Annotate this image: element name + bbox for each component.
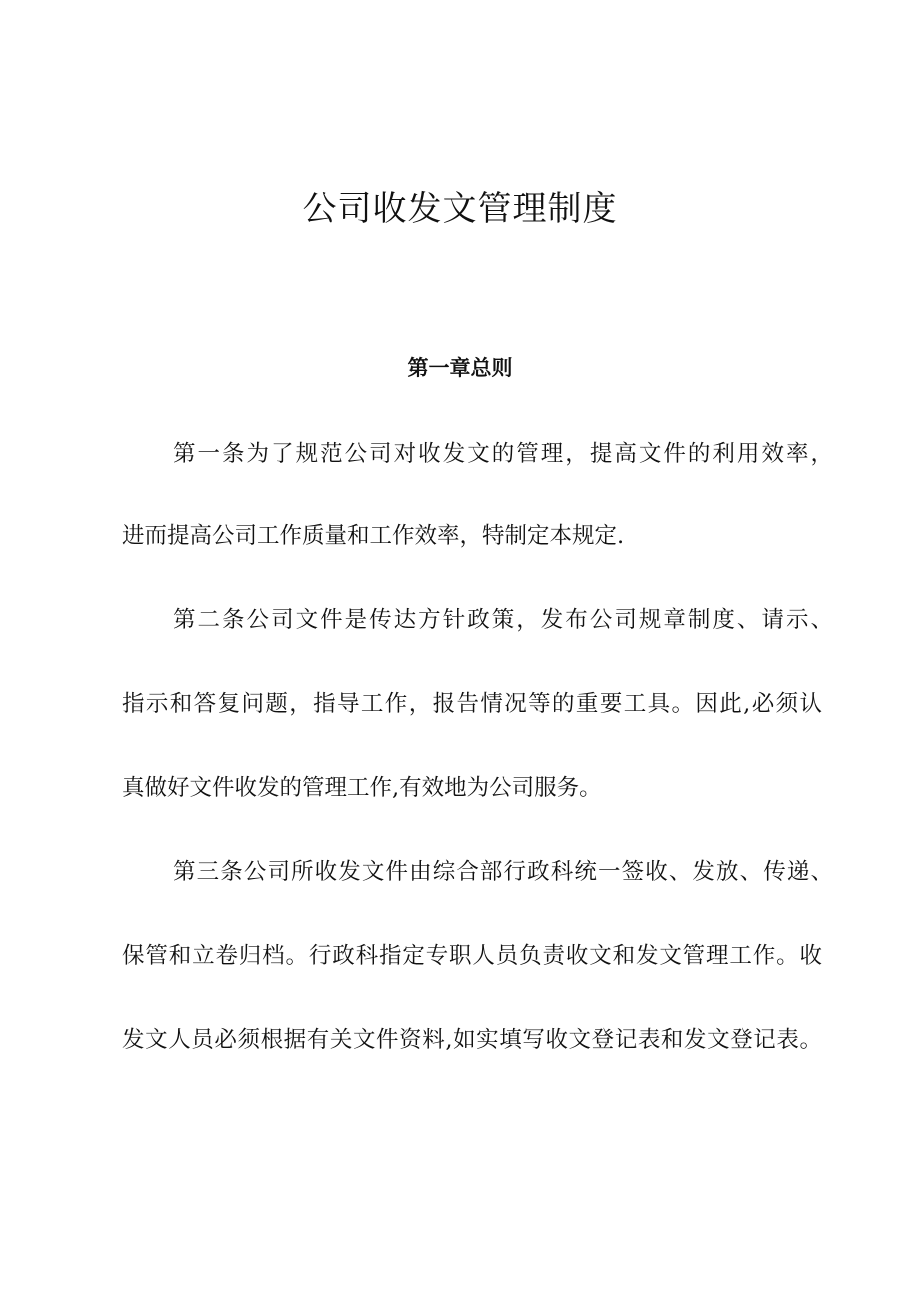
paragraph-line: 第二条公司文件是传达方针政策，发布公司规章制度、请示、: [173, 607, 833, 633]
paragraph-line: 进而提高公司工作质量和工作效率，特制定本规定.: [122, 523, 625, 549]
paragraph-line: 保管和立卷归档。行政科指定专职人员负责收文和发文管理工作。收: [122, 943, 822, 969]
document-title: 公司收发文管理制度: [302, 189, 618, 229]
paragraph-line: 第一条为了规范公司对收发文的管理，提高文件的利用效率，: [173, 441, 833, 467]
paragraph-line: 第三条公司所收发文件由综合部行政科统一签收、发放、传递、: [173, 859, 833, 885]
paragraph-line: 真做好文件收发的管理工作,有效地为公司服务。: [122, 775, 602, 801]
chapter-heading: 第一章总则: [407, 356, 513, 380]
paragraph-line: 指示和答复问题，指导工作，报告情况等的重要工具。因此,必须认: [122, 691, 822, 717]
paragraph-line: 发文人员必须根据有关文件资料,如实填写收文登记表和发文登记表。: [122, 1027, 822, 1053]
